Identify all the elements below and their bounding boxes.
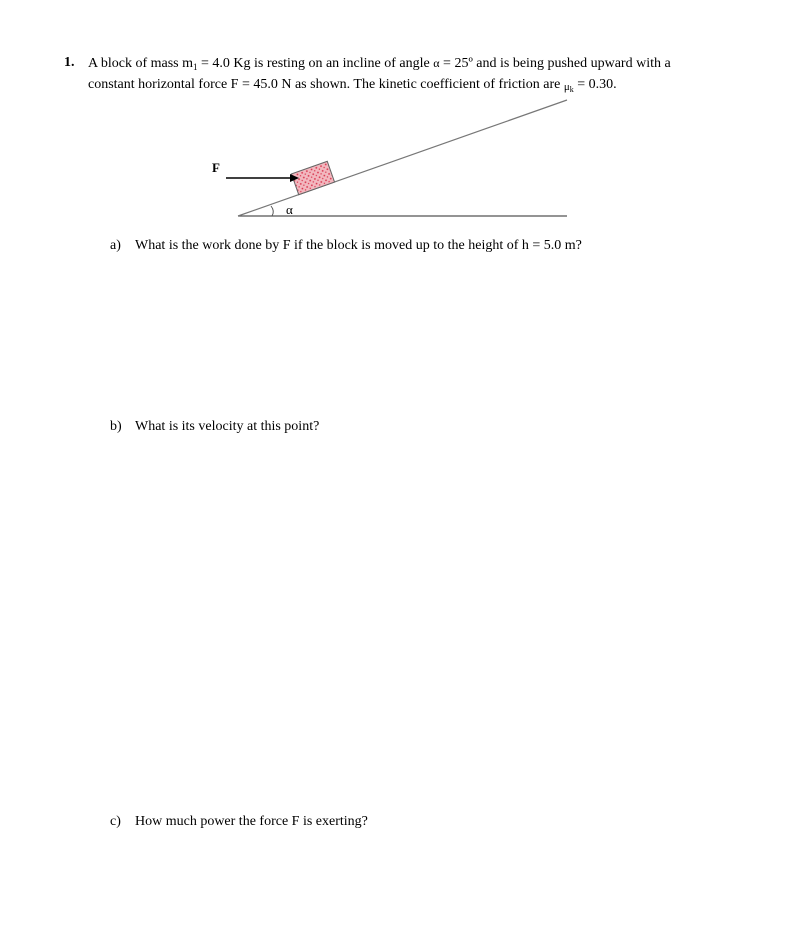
part-c-text: How much power the force F is exerting? [135, 814, 368, 829]
force-label: F [212, 160, 220, 175]
part-b [110, 419, 319, 435]
angle-label: α [286, 202, 293, 217]
part-c-label: c) [110, 814, 121, 829]
question-line-1: A block of mass $m_1 = 4.0$ Kg is resting on an incline of angle α = 25º and is being pushed upward with a [88, 56, 671, 72]
incline-line [238, 100, 567, 216]
part-a [110, 238, 582, 254]
angle-arc [271, 206, 273, 216]
part-b-text: What is its velocity at this point? [135, 419, 320, 434]
part-a-text: What is the work done by F if the block is moved up to the height of h = 5.0 m? [135, 238, 582, 253]
part-b-label: b) [110, 419, 122, 434]
part-c [110, 814, 368, 830]
question-number: 1. [64, 55, 75, 70]
part-a-label: a) [110, 238, 121, 253]
question-line-2: constant horizontal force F = 45.0 N as shown. The kinetic coefficient of friction are $\mu_k = 0.30$. [88, 77, 617, 94]
